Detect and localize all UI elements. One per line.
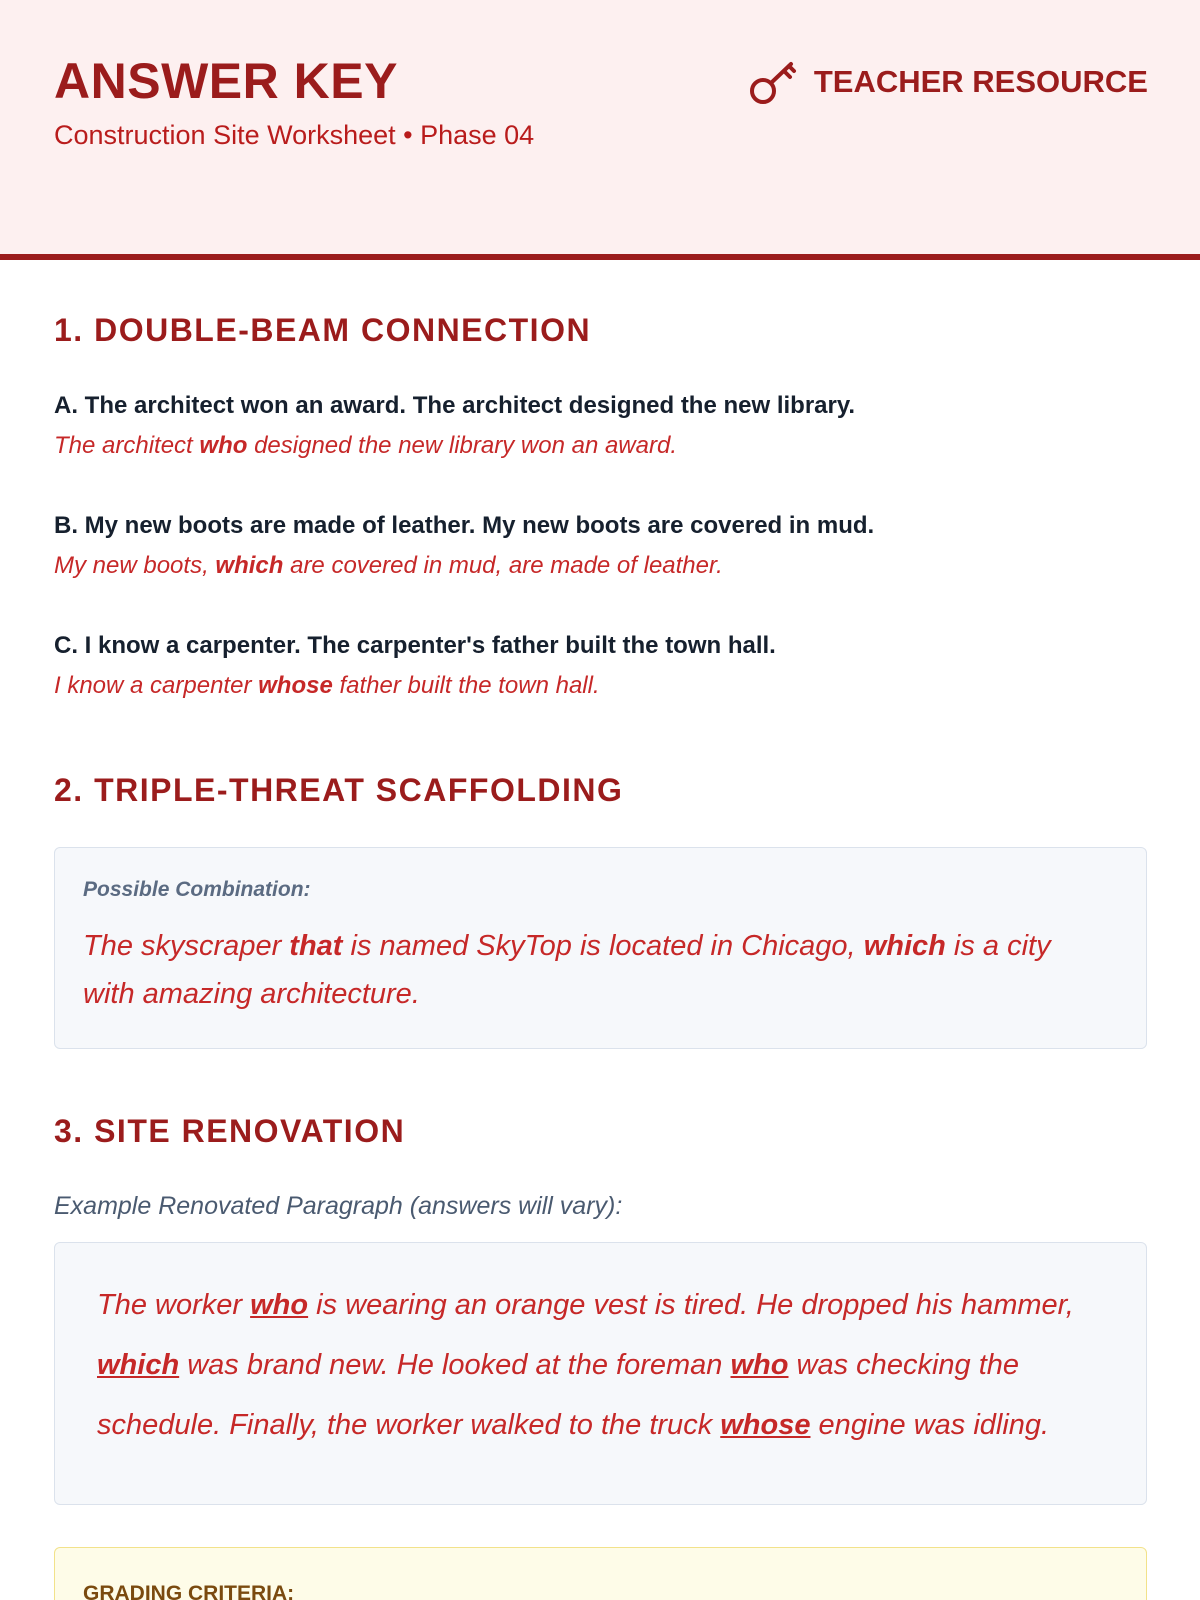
question-a: A. The architect won an award. The architect designed the new library. xyxy=(54,392,856,419)
section-heading-site-renovation: 3. SITE RENOVATION xyxy=(54,1113,406,1149)
answer-keyword: which xyxy=(97,1349,180,1381)
combination-box xyxy=(54,847,1147,1049)
badge-label: TEACHER RESOURCE xyxy=(813,64,1148,99)
section-heading-triple-threat: 2. TRIPLE-THREAT SCAFFOLDING xyxy=(54,772,624,808)
answer-keyword: whose xyxy=(258,672,333,699)
renovated-paragraph-box xyxy=(54,1242,1147,1505)
grading-criteria-box xyxy=(54,1547,1147,1600)
combination-answer: The skyscraper that is named SkyTop is located in Chicago, which is a city with amazing architecture. xyxy=(83,930,1051,1010)
question-b: B. My new boots are made of leather. My new boots are covered in mud. xyxy=(54,512,875,539)
answer-keyword: who xyxy=(730,1349,789,1381)
answer-keyword: who xyxy=(199,432,248,459)
answer-keyword: which xyxy=(863,930,946,962)
example-caption: Example Renovated Paragraph (answers will vary): xyxy=(54,1192,623,1220)
page-subtitle: Construction Site Worksheet • Phase 04 xyxy=(54,120,535,150)
answer-b: My new boots, which are covered in mud, are made of leather. xyxy=(54,552,723,579)
grading-criteria-label: GRADING CRITERIA: xyxy=(83,1582,295,1600)
page-title: ANSWER KEY xyxy=(54,53,398,109)
answer-a: The architect who designed the new library won an award. xyxy=(54,432,677,459)
combination-label: Possible Combination: xyxy=(83,878,311,901)
question-c: C. I know a carpenter. The carpenter's father built the town hall. xyxy=(54,632,776,659)
section-heading-double-beam: 1. DOUBLE-BEAM CONNECTION xyxy=(54,312,592,348)
key-icon xyxy=(748,56,800,108)
answer-keyword: whose xyxy=(720,1409,811,1441)
header-banner xyxy=(0,0,1200,260)
answer-keyword: that xyxy=(289,930,343,962)
answer-c: I know a carpenter whose father built the town hall. xyxy=(54,672,600,699)
answer-keyword: which xyxy=(215,552,284,579)
teacher-resource-badge xyxy=(748,56,1148,108)
answer-keyword: who xyxy=(250,1289,309,1321)
renovated-paragraph: The worker who is wearing an orange vest is tired. He dropped his hammer, which was brand new. He looked at the foreman who was checking the schedule. Finally, the worker walked to the truck whose engine was idling. xyxy=(97,1289,1074,1441)
